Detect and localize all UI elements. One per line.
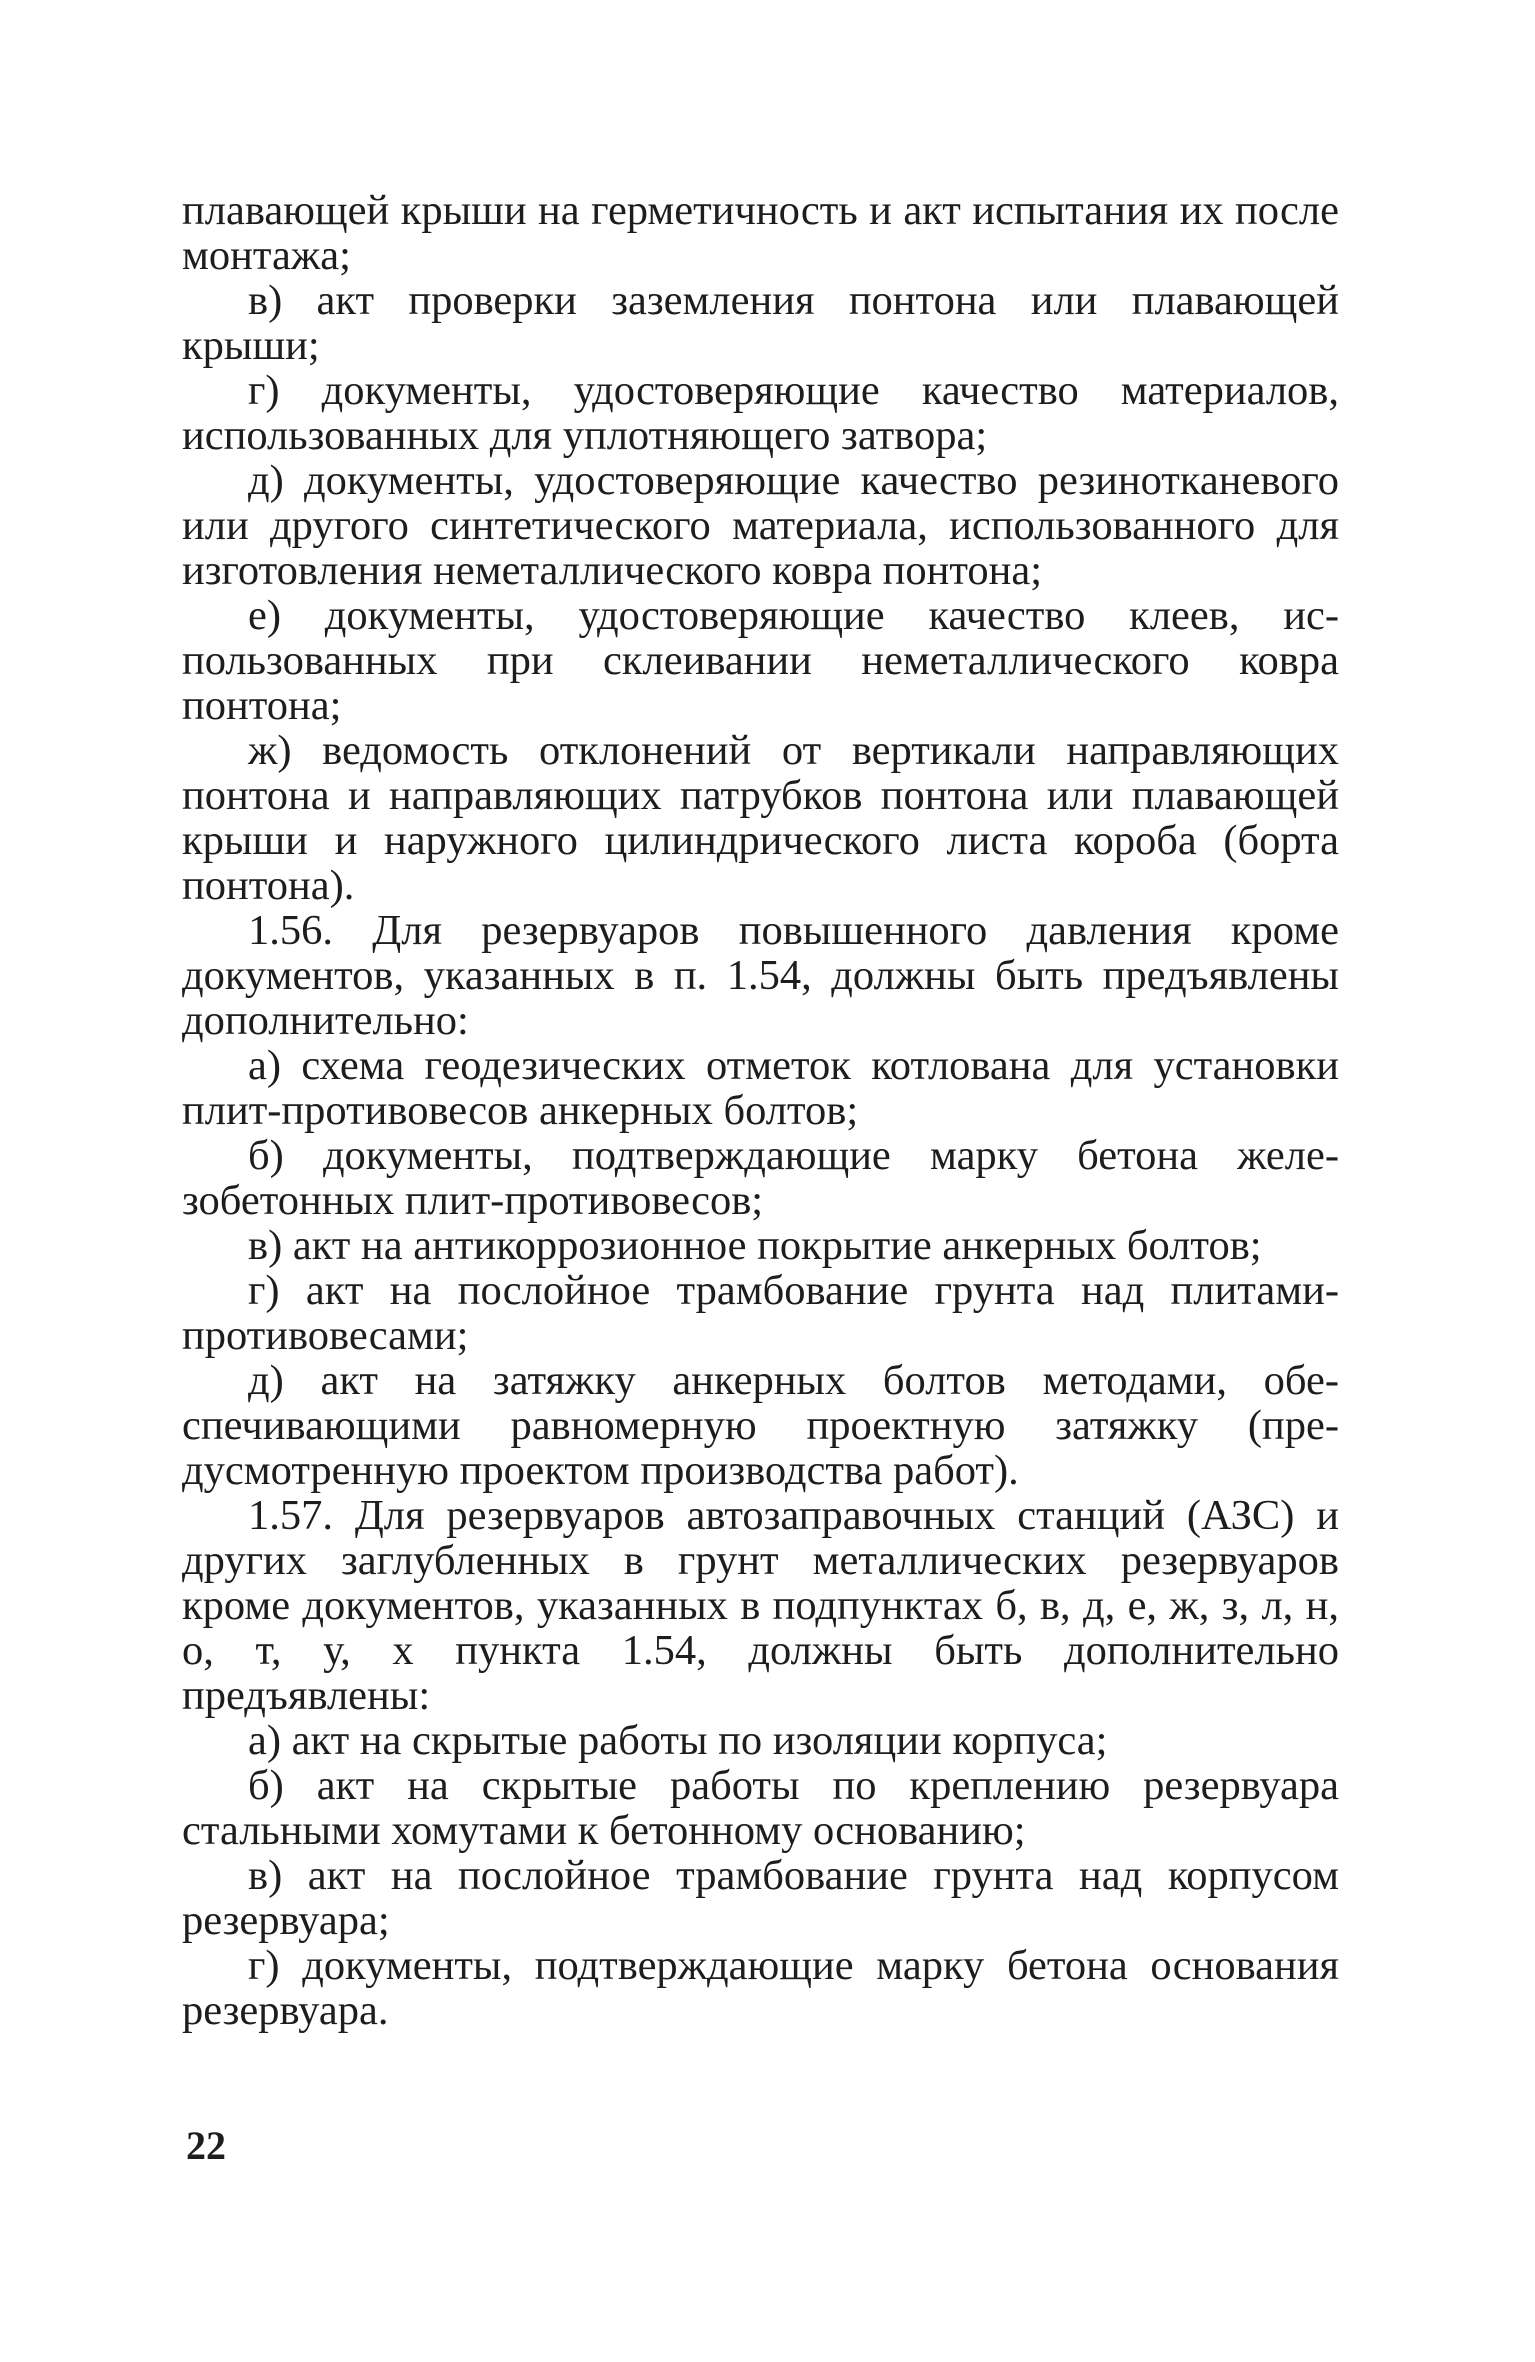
list-item-b-concrete-grade: б) документы, подтверждающие марку бетона железобетонных плит-противовесов; [182,1132,1339,1224]
page-number: 22 [186,2123,226,2168]
paragraph-continuation: плавающей крыши на герметичность и акт испытания их после монтажа; [182,187,1339,279]
list-item-a-hidden-insulation: а) акт на скрытые работы по изоляции корпуса; [248,1717,1108,1764]
list-item-b-hidden-clamps: б) акт на скрытые работы по креплению резервуара стальными хомутами к бетонному основанию; [182,1762,1339,1854]
list-item-e-adhesives: е) документы, удостоверяющие качество клеев, использованных при склеивании неметаллического ковра понтона; [182,592,1339,729]
list-item-v-anticorrosion: в) акт на антикоррозионное покрытие анкерных болтов; [248,1222,1262,1269]
list-item-v-soil-over-body: в) акт на послойное трамбование грунта над корпусом резервуара; [182,1852,1339,1944]
page-body [182,188,1339,2033]
list-item-d-rubber-fabric: д) документы, удостоверяющие качество резинотканевого или другого синтетического материала, использованного для изготовления неметаллического ковра понтона; [182,457,1339,594]
list-item-g-foundation-concrete: г) документы, подтверждающие марку бетона основания резервуара. [182,1942,1339,2034]
list-item-v-grounding: в) акт проверки заземления понтона или плавающей крыши; [182,277,1339,369]
list-item-zh-deviation-sheet: ж) ведомость отклонений от вертикали направляющих понтона и направляющих патрубков понтона или плавающей крыши и наружного цилиндрического листа короба (борта понтона). [182,727,1339,909]
clause-1-57: 1.57. Для резервуаров автозаправочных станций (АЗС) и других заглубленных в грунт металлических резервуаров кроме документов, указанных в подпунктах б, в, д, е, ж, з, л, н, о, т, у, х пункта 1.54, должны быть дополнительно предъявлены: [182,1492,1339,1719]
clause-1-56: 1.56. Для резервуаров повышенного давления кроме документов, указанных в п. 1.54, должны быть предъявлены дополнительно: [182,907,1339,1044]
list-item-a-geodetic-scheme: а) схема геодезических отметок котлована для установки плит-противовесов анкерных болтов; [182,1042,1339,1134]
list-item-d-bolt-tightening: д) акт на затяжку анкерных болтов методами, обеспечивающими равномерную проектную затяжку (предусмотренную проектом производства работ). [182,1357,1339,1494]
list-item-g-soil-tamping: г) акт на послойное трамбование грунта над плитами-противовесами; [182,1267,1339,1359]
list-item-g-seal-materials: г) документы, удостоверяющие качество материалов, использованных для уплотняющего затвора; [182,367,1339,459]
